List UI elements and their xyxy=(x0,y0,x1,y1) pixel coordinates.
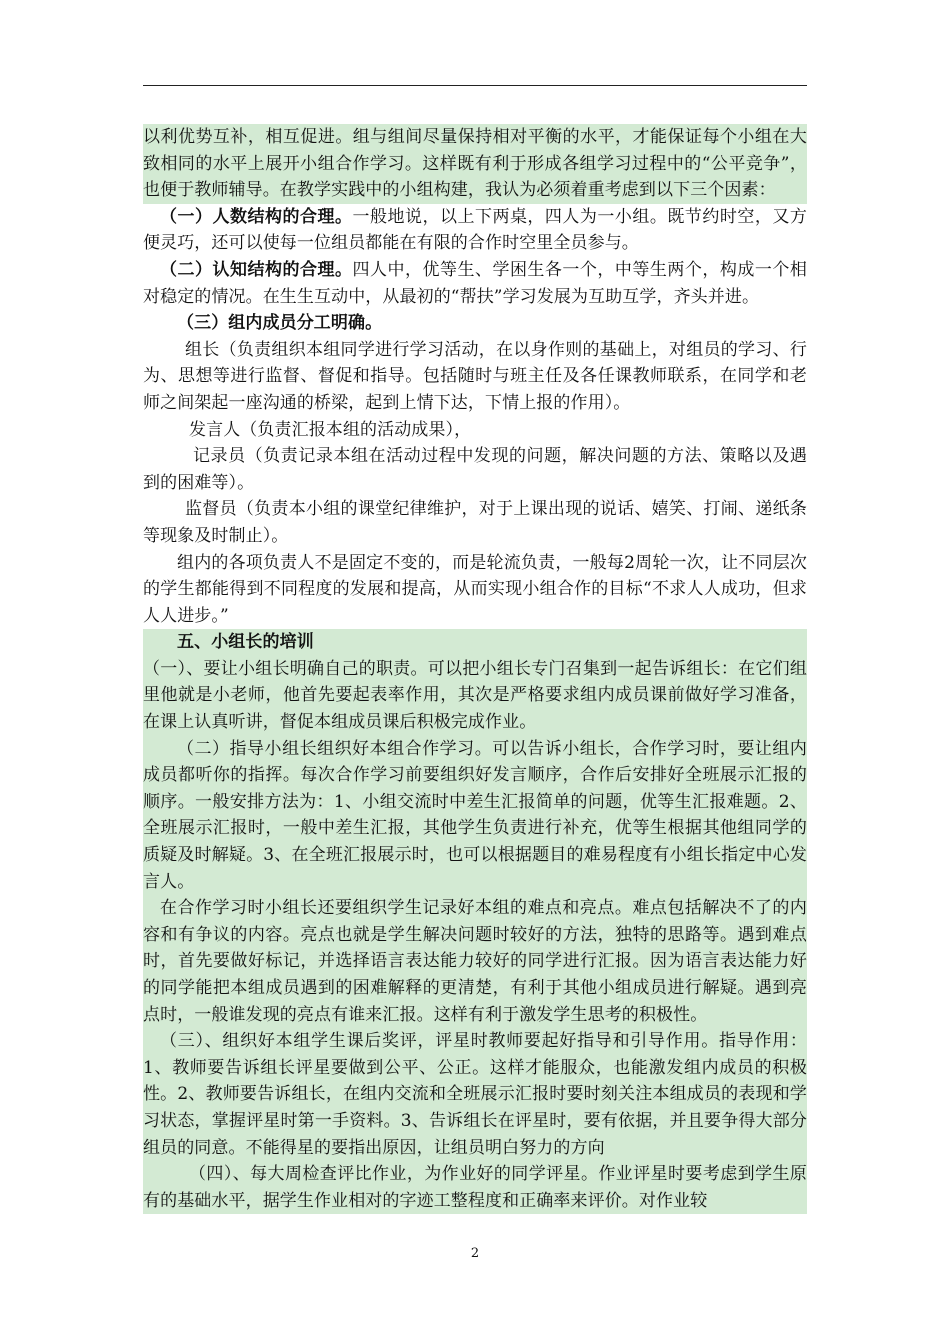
paragraph-leader-duties: （一）、要让小组长明确自己的职责。可以把小组长专门召集到一起告诉组长：在它们组里他就是小老师，他首先要起表率作用，其次是严格要求组内成员课前做好学习准备，在课上认真听讲，督促本组成员课后积极完成作业。 xyxy=(143,656,807,736)
paragraph-guide-cooperation: （二）指导小组长组织好本组合作学习。可以告诉小组长，合作学习时，要让组内成员都听你的指挥。每次合作学习前要组织好发言顺序，合作后安排好全班展示汇报的顺序。一般安排方法为：1、小组交流时中差生汇报简单的问题，优等生汇报难题。2、全班展示汇报时，一般中差生汇报，其他学生负责进行补充，优等生根据其他组同学的质疑及时解疑。3、在全班汇报展示时，也可以根据题目的难易程度有小组长指定中心发言人。 xyxy=(143,736,807,896)
heading-role-division: （三）组内成员分工明确。 xyxy=(177,313,383,334)
paragraph-cognitive-structure: （二）认知结构的合理。四人中，优等生、学困生各一个，中等生两个，构成一个相对稳定的情况。在生生互动中，从最初的“帮扶”学习发展为互助互学，齐头并进。 xyxy=(143,259,807,307)
document-body xyxy=(143,124,807,1214)
heading-headcount-structure: （一）人数结构的合理。 xyxy=(160,206,353,227)
paragraph-star-evaluation: （三）、组织好本组学生课后奖评，评星时教师要起好指导和引导作用。指导作用：1、教师要告诉组长评星要做到公平、公正。这样才能服众，也能激发组内成员的积极性。2、教师要告诉组长，在组内交流和全班展示汇报时要时刻关注本组成员的表现和学习状态，掌握评星时第一手资料。3、告诉组长在评星时，要有依据，并且要争得大部分组员的同意。不能得星的要指出原因，让组员明白努力的方向 xyxy=(143,1028,807,1161)
paragraph-recorder-role: 记录员（负责记录本组在活动过程中发现的问题，解决问题的方法、策略以及遇到的困难等）。 xyxy=(143,446,807,493)
paragraph-spokesperson-role: 发言人（负责汇报本组的活动成果）， xyxy=(189,419,472,440)
page-number: 2 xyxy=(470,1246,480,1261)
paragraph-homework-check: （四）、每大周检查评比作业，为作业好的同学评星。作业评星时要考虑到学生原有的基础水平，据学生作业相对的字迹工整程度和正确率来评价。对作业较 xyxy=(143,1161,807,1214)
paragraph-rotation: 组内的各项负责人不是固定不变的，而是轮流负责，一般每2周轮一次，让不同层次的学生都能得到不同程度的发展和提高，从而实现小组合作的目标“不求人人成功，但求人人进步。” xyxy=(143,552,807,626)
header-rule xyxy=(143,85,807,86)
paragraph-difficulties-highlights: 在合作学习时小组长还要组织学生记录好本组的难点和亮点。难点包括解决不了的内容和有争议的内容。亮点也就是学生解决问题时较好的方法，独特的思路等。遇到难点时，首先要做好标记，并选择语言表达能力较好的同学进行汇报。因为语言表达能力好的同学能把本组成员遇到的困难解释的更清楚，有利于其他小组成员进行解疑。遇到亮点时，一般谁发现的亮点有谁来汇报。这样有利于激发学生思考的积极性。 xyxy=(143,895,807,1028)
paragraph-group-balance: 以利优势互补，相互促进。组与组间尽量保持相对平衡的水平，才能保证每个小组在大致相同的水平上展开小组合作学习。这样既有利于形成各组学习过程中的“公平竞争”，也便于教师辅导。在教学实践中的小组构建，我认为必须着重考虑到以下三个因素： xyxy=(143,124,807,204)
section-heading-leader-training: 五、小组长的培训 xyxy=(143,629,807,656)
heading-cognitive-structure: （二）认知结构的合理。 xyxy=(160,259,353,280)
paragraph-headcount-structure: （一）人数结构的合理。一般地说，以上下两桌，四人为一小组。既节约时空，又方便灵巧，还可以使每一位组员都能在有限的合作时空里全员参与。 xyxy=(143,206,807,254)
paragraph-group-leader-role: 组长（负责组织本组同学进行学习活动，在以身作则的基础上，对组员的学习、行为、思想等进行监督、督促和指导。包括随时与班主任及各任课教师联系，在同学和老师之间架起一座沟通的桥梁，起到上情下达，下情上报的作用）。 xyxy=(143,339,807,413)
paragraph-supervisor-role: 监督员（负责本小组的课堂纪律维护，对于上课出现的说话、嬉笑、打闹、递纸条等现象及时制止）。 xyxy=(143,499,807,546)
